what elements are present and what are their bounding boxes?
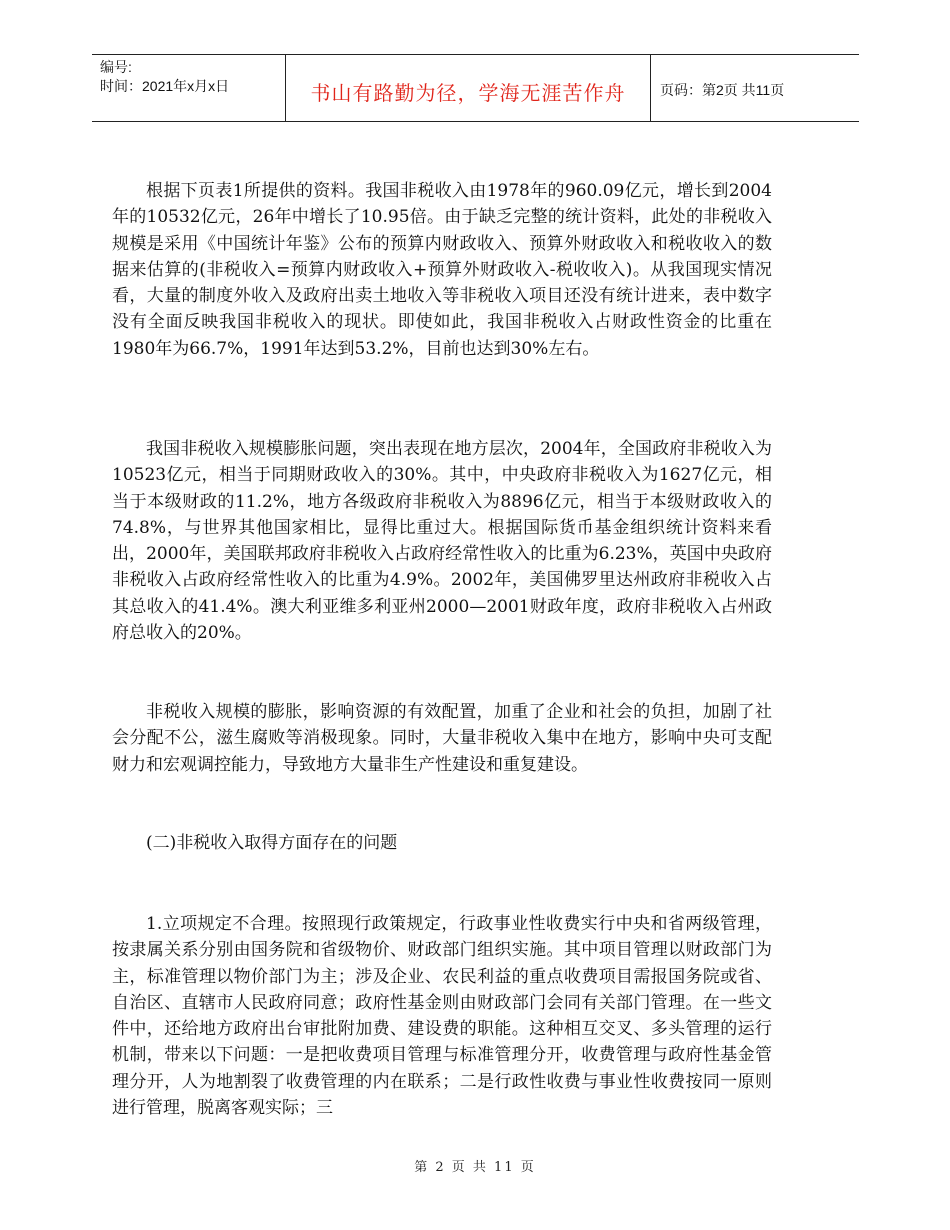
paragraph-project-rules: 1.立项规定不合理。按照现行政策规定，行政事业性收费实行中央和省两级管理，按隶属关系分别由国务院和省级物价、财政部门组织实施。其中项目管理以财政部门为主，标准管理以物价部门为主；涉及企业、农民利益的重点收费项目需报国务院或省、自治区、直辖市人民政府同意；政府性基金则由财政部门会同有关部门管理。在一些文件中，还给地方政府出台审批附加费、建设费的职能。这种相互交叉、多头管理的运行机制，带来以下问题：一是把收费项目管理与标准管理分开，收费管理与政府性基金管理分开，人为地割裂了收费管理的内在联系；二是行政性收费与事业性收费按同一原则进行管理，脱离客观实际；三 — [112, 914, 772, 1119]
header-page-label: 页码：第2页 共11页 — [660, 82, 785, 98]
page-footer: 第 2 页 共 11 页 — [414, 1160, 536, 1175]
section-heading: (二)非税收入取得方面存在的问题 — [146, 833, 398, 853]
header-top-rule — [92, 54, 859, 55]
header-motto: 书山有路勤为径，学海无涯苦作舟 — [310, 81, 626, 105]
header-meta — [100, 58, 229, 96]
paragraph-local-expansion: 我国非税收入规模膨胀问题，突出表现在地方层次，2004年，全国政府非税收入为10523亿元，相当于同期财政收入的30%。其中，中央政府非税收入为1627亿元，相当于本级财政的11.2%，地方各级政府非税收入为8896亿元，相当于本级财政收入的74.8%，与世界其他国家相比，显得比重过大。根据国际货币基金组织统计资料来看出，2000年，美国联邦政府非税收入占政府经常性收入的比重为6.23%，英国中央政府非税收入占政府经常性收入的比重为4.9%。2002年，美国佛罗里达州政府非税收入占其总收入的41.4%。澳大利亚维多利亚州2000—2001财政年度，政府非税收入占州政府总收入的20%。 — [112, 439, 772, 644]
paragraph-impact: 非税收入规模的膨胀，影响资源的有效配置，加重了企业和社会的负担，加剧了社会分配不公，滋生腐败等消极现象。同时，大量非税收入集中在地方，影响中央可支配财力和宏观调控能力，导致地方大量非生产性建设和重复建设。 — [112, 702, 772, 775]
header-bottom-rule — [92, 121, 859, 122]
header-time-label: 时间：2021年x月x日 — [100, 78, 230, 94]
header-divider-right — [650, 55, 651, 121]
paragraph-nontax-growth: 根据下页表1所提供的资料。我国非税收入由1978年的960.09亿元，增长到2004年的10532亿元，26年中增长了10.95倍。由于缺乏完整的统计资料，此处的非税收入规模是采用《中国统计年鉴》公布的预算内财政收入、预算外财政收入和税收收入的数据来估算的(非税收入=预算内财政收入+预算外财政收入-税收收入)。从我国现实情况看，大量的制度外收入及政府出卖土地收入等非税收入项目还没有统计进来，表中数字没有全面反映我国非税收入的现状。即使如此，我国非税收入占财政性资金的比重在1980年为66.7%，1991年达到53.2%，目前也达到30%左右。 — [112, 181, 772, 359]
header-divider-left — [285, 55, 286, 121]
header-number-label: 编号: — [100, 59, 132, 75]
